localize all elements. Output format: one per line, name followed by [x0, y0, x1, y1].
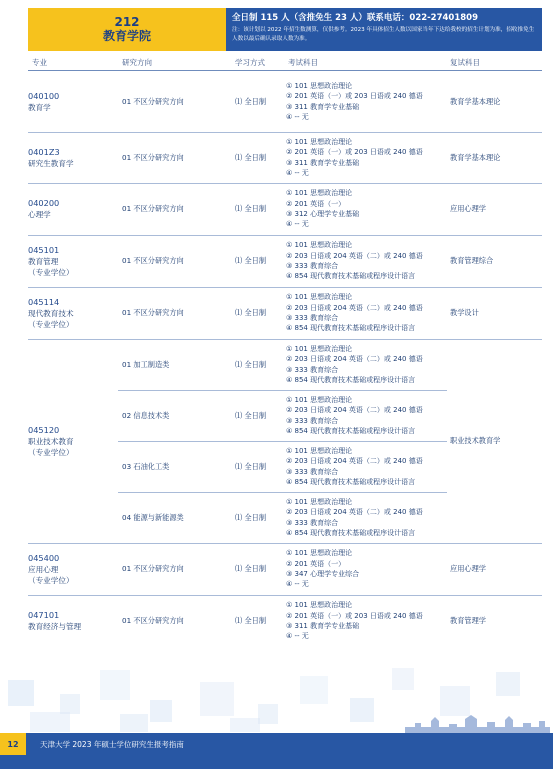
mode-cell: ⑴ 全日制	[235, 461, 267, 471]
subject-line: ① 101 思想政治理论	[286, 189, 353, 198]
subjects-cell	[286, 492, 447, 543]
subject-line: ④ 854 现代教育技术基础或程序设计语言	[286, 324, 416, 333]
mode-cell: ⑴ 全日制	[235, 256, 267, 265]
college-code: 212	[114, 15, 140, 29]
subject-line: ② 201 英语（一）	[286, 559, 346, 568]
subject-line: ② 203 日语或 204 英语（二）或 240 德语	[286, 508, 423, 517]
subject-line: ① 101 思想政治理论	[286, 293, 353, 302]
subjects-cell	[286, 390, 447, 441]
subject-line: ③ 311 教育学专业基础	[286, 158, 360, 167]
major-cell	[28, 543, 114, 595]
direction-cell: 01 不区分研究方向	[122, 204, 184, 213]
major-name: 应用心理	[28, 564, 59, 574]
subjects-cell	[286, 183, 447, 235]
subjects-cell	[286, 441, 447, 492]
enrollment-text: 全日制 115 人（含推免生 23 人）联系电话：022-27401809	[232, 13, 478, 23]
subjects-cell	[286, 595, 447, 647]
subject-line: ② 201 英语（一）或 203 日语或 240 德语	[286, 92, 423, 101]
subject-line: ① 101 思想政治理论	[286, 549, 353, 558]
subject-line: ② 201 英语（一）或 203 日语或 240 德语	[286, 148, 423, 157]
subject-line: ③ 333 教育综合	[286, 365, 339, 374]
mode-cell: ⑴ 全日制	[235, 204, 267, 213]
subject-line: ② 203 日语或 204 英语（二）或 240 德语	[286, 355, 423, 364]
direction-cell: 02 信息技术类	[122, 410, 170, 420]
major-code: 045400	[28, 552, 60, 563]
major-cell	[28, 287, 114, 339]
subject-line: ② 203 日语或 204 英语（二）或 240 德语	[286, 251, 423, 260]
subject-line: ④ -- 无	[286, 632, 309, 641]
major-code: 040100	[28, 90, 60, 101]
major-code: 045120	[28, 424, 60, 435]
direction-cell: 01 不区分研究方向	[122, 96, 184, 106]
major-cell	[28, 339, 114, 543]
subject-line: ② 203 日语或 204 英语（二）或 240 德语	[286, 303, 423, 312]
retest-cell: 应用心理学	[450, 564, 486, 573]
major-name: 职业技术教育	[28, 436, 74, 446]
subjects-cell	[286, 339, 447, 390]
retest-cell: 应用心理学	[450, 204, 486, 213]
retest-cell: 教育管理学	[450, 616, 486, 625]
subject-line: ① 101 思想政治理论	[286, 137, 353, 146]
column-header-major: 专业	[32, 58, 47, 67]
subjects-cell	[286, 71, 447, 132]
subject-line: ④ 854 现代教育技术基础或程序设计语言	[286, 528, 416, 537]
major-code: 0401Z3	[28, 146, 60, 157]
subject-line: ④ -- 无	[286, 220, 309, 229]
major-name: 教育管理	[28, 256, 59, 266]
subject-line: ④ -- 无	[286, 580, 309, 589]
mode-cell: ⑴ 全日制	[235, 359, 267, 369]
subject-line: ③ 347 心理学专业综合	[286, 570, 360, 578]
subject-line: ③ 311 教育学专业基础	[286, 622, 360, 630]
subject-line: ③ 333 教育综合	[286, 416, 339, 425]
direction-cell: 01 不区分研究方向	[122, 616, 184, 625]
direction-cell: 01 加工制造类	[122, 359, 170, 369]
subject-line: ④ -- 无	[286, 112, 309, 121]
degree-type: （专业学位）	[28, 447, 74, 457]
mode-cell: ⑴ 全日制	[235, 410, 267, 420]
subjects-cell	[286, 235, 447, 287]
subject-line: ③ 333 教育综合	[286, 314, 339, 322]
retest-cell: 教学设计	[450, 308, 479, 317]
college-name: 教育学院	[102, 29, 151, 43]
subject-line: ④ 854 现代教育技术基础或程序设计语言	[286, 375, 416, 384]
major-name: 研究生教育学	[28, 158, 74, 168]
subjects-cell	[286, 287, 447, 339]
degree-type: （专业学位）	[28, 319, 74, 329]
subject-line: ② 201 英语（一）	[286, 199, 346, 208]
retest-cell: 教育管理综合	[450, 256, 494, 265]
retest-cell: 教育学基本理论	[450, 152, 501, 162]
subject-line: ③ 311 教育学专业基础	[286, 102, 360, 111]
college-header	[28, 8, 542, 51]
campus-skyline-illustration	[405, 711, 550, 733]
enrollment-note: 注：该计划以 2022 年招生数测算，仅供参考。2023 年具体招生人数以国家当年下达给我校的招生计划为准，招收推免生人数以最后确认录取人数为准。	[232, 27, 535, 42]
major-code: 040200	[28, 198, 60, 208]
college-badge	[28, 8, 226, 51]
column-header-retest: 复试科目	[450, 58, 480, 67]
retest-cell: 教育学基本理论	[450, 96, 501, 106]
major-name: 教育学	[28, 102, 51, 112]
subjects-cell	[286, 543, 447, 595]
subject-line: ① 101 思想政治理论	[286, 241, 353, 250]
subject-line: ① 101 思想政治理论	[286, 81, 353, 90]
subject-line: ③ 312 心理学专业基础	[286, 210, 360, 218]
subject-line: ④ 854 现代教育技术基础或程序设计语言	[286, 477, 416, 486]
subject-line: ③ 333 教育综合	[286, 467, 339, 476]
subject-line: ③ 333 教育综合	[286, 518, 339, 527]
subject-line: ② 203 日语或 204 英语（二）或 240 德语	[286, 406, 423, 415]
direction-cell: 03 石油化工类	[122, 461, 170, 471]
major-cell	[28, 183, 114, 235]
direction-cell: 01 不区分研究方向	[122, 152, 184, 162]
page-number: 12	[0, 733, 26, 755]
direction-cell: 04 能源与新能源类	[122, 512, 184, 522]
subject-line: ① 101 思想政治理论	[286, 446, 353, 455]
major-name: 心理学	[28, 210, 51, 219]
direction-cell: 01 不区分研究方向	[122, 256, 184, 265]
column-header-mode: 学习方式	[235, 58, 265, 67]
direction-cell: 01 不区分研究方向	[122, 564, 184, 573]
major-name: 教育经济与管理	[28, 622, 82, 631]
major-cell	[28, 132, 114, 183]
subjects-cell	[286, 132, 447, 183]
footer-title: 天津大学 2023 年硕士学位研究生报考指南	[40, 740, 184, 749]
subject-line: ① 101 思想政治理论	[286, 601, 353, 610]
mode-cell: ⑴ 全日制	[235, 564, 267, 573]
subject-line: ③ 333 教育综合	[286, 262, 339, 270]
column-header-direction: 研究方向	[122, 58, 152, 67]
subject-line: ① 101 思想政治理论	[286, 344, 353, 353]
subject-line: ④ 854 现代教育技术基础或程序设计语言	[286, 272, 416, 281]
mode-cell: ⑴ 全日制	[235, 308, 267, 317]
major-cell	[28, 235, 114, 287]
major-code: 045101	[28, 244, 60, 255]
retest-cell: 职业技术教育学	[450, 436, 501, 445]
subject-line: ② 201 英语（一）或 203 日语或 240 德语	[286, 611, 423, 620]
mode-cell: ⑴ 全日制	[235, 616, 267, 625]
major-name: 现代教育技术	[28, 308, 74, 318]
major-code: 047101	[28, 610, 60, 620]
enrollment-info	[226, 8, 542, 51]
major-cell	[28, 71, 114, 132]
major-code: 045114	[28, 296, 60, 307]
mode-cell: ⑴ 全日制	[235, 512, 267, 522]
subject-line: ④ 854 现代教育技术基础或程序设计语言	[286, 426, 416, 435]
direction-cell: 01 不区分研究方向	[122, 308, 184, 317]
degree-type: （专业学位）	[28, 267, 74, 277]
subject-line: ④ -- 无	[286, 168, 309, 177]
degree-type: （专业学位）	[28, 575, 74, 585]
subject-line: ② 203 日语或 204 英语（二）或 240 德语	[286, 457, 423, 466]
subject-line: ① 101 思想政治理论	[286, 395, 353, 404]
mode-cell: ⑴ 全日制	[235, 96, 267, 106]
major-cell	[28, 595, 114, 647]
column-header-subjects: 考试科目	[288, 58, 318, 67]
subject-line: ① 101 思想政治理论	[286, 497, 353, 506]
mode-cell: ⑴ 全日制	[235, 152, 267, 162]
